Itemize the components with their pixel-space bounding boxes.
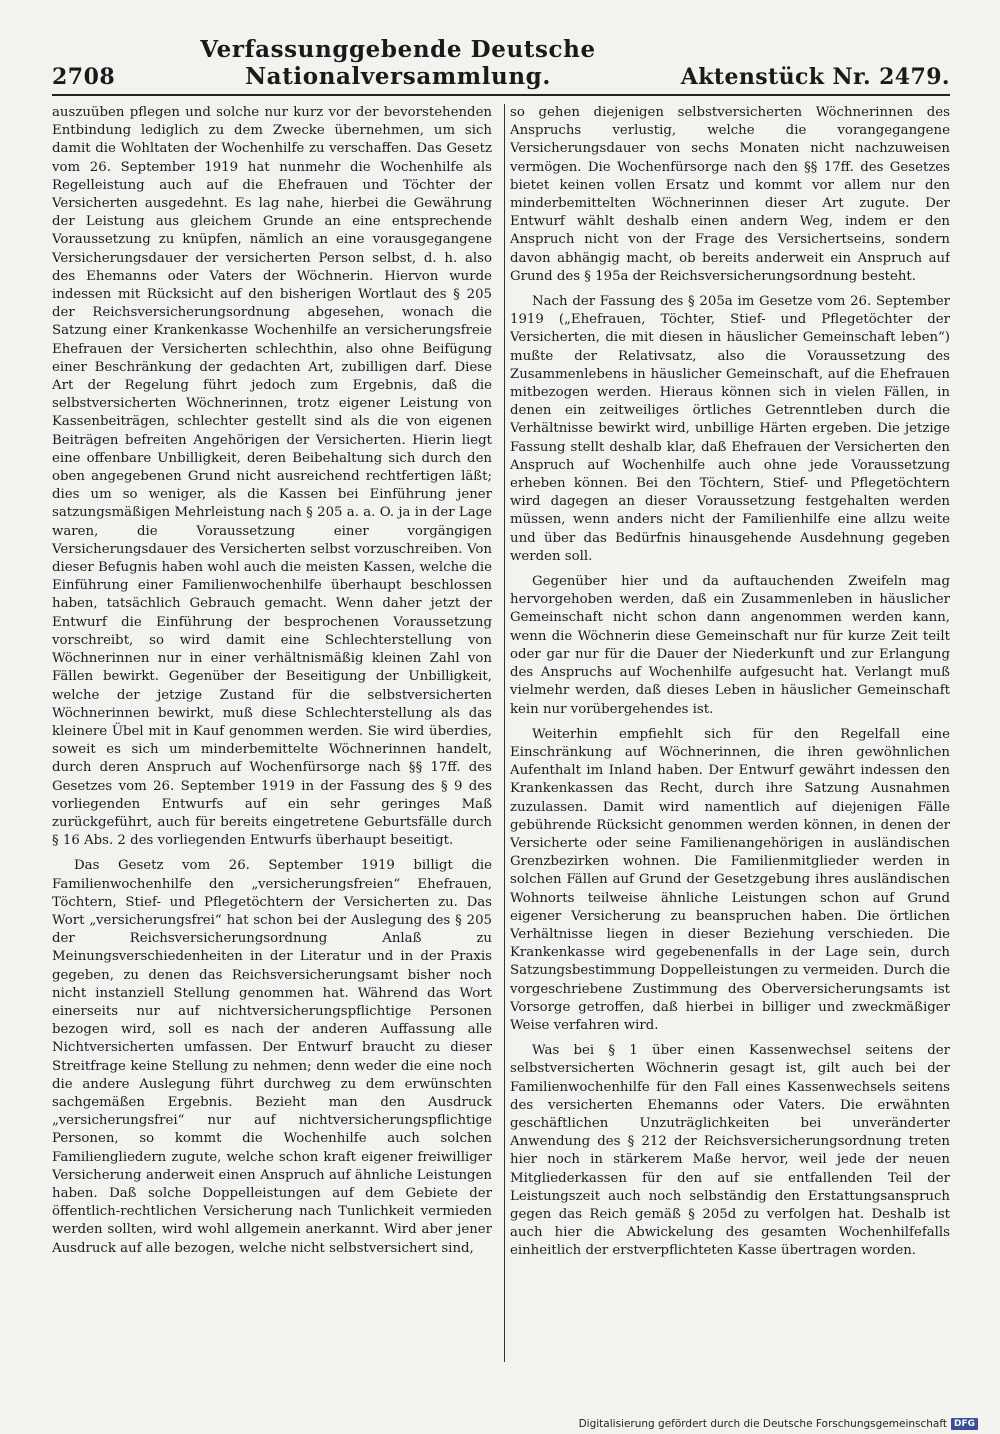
text-columns xyxy=(52,104,950,1362)
digitization-credit xyxy=(579,1418,978,1430)
paragraph: Das Gesetz vom 26. September 1919 billigt die Familienwochenhilfe den „versicherungsfreien“ Ehefrauen, Töchtern, Stief- und Pflegetöchtern der Versicherten zu. Das Wort „versicherungsfrei“ hat schon bei der Auslegung des § 205 der Reichsversicherungsordnung Anlaß zu Meinungsverschiedenheiten in der Literatur und in der Praxis gegeben, zu denen das Reichsversicherungsamt bisher noch nicht instanziell Stellung genommen hat. Während das Wort einerseits nur auf nichtversicherungspflichtige Personen bezogen wird, soll es nach der anderen Auffassung alle Nichtversicherten umfassen. Der Entwurf braucht zu dieser Streitfrage keine Stellung zu nehmen; denn weder die eine noch die andere Auslegung führt durchweg zu dem erwünschten sachgemäßen Ergebnis. Bezieht man den Ausdruck „versicherungsfrei“ nur auf nichtversicherungspflichtige Personen, so kommt die Wochenhilfe auch solchen Familiengliedern zugute, welche schon kraft eigener freiwilliger Versicherung anderweit einen Anspruch auf ähnliche Leistungen haben. Daß solche Doppelleistungen auf dem Gebiete der öffentlich-rechtlichen Versicherung nach Tunlichkeit vermieden werden sollten, wird wohl allgemein anerkannt. Wird aber jener Ausdruck auf alle bezogen, welche nicht selbstversichert sind, xyxy=(52,858,492,1256)
left-column xyxy=(52,104,492,1362)
page-number: 2708 xyxy=(52,64,116,90)
column-divider xyxy=(504,104,505,1362)
paragraph: auszuüben pflegen und solche nur kurz vor der bevorstehenden Entbindung lediglich zu dem Zwecke übernehmen, um sich damit die Wohltaten der Wochenhilfe zu verschaffen. Das Gesetz vom 26. September 1919 hat nunmehr die Wochenhilfe als Regelleistung auch auf die Ehefrauen und Töchter der Versicherten ausgedehnt. Es lag nahe, hierbei die Gewährung der Leistung aus gleichem Grunde an eine entsprechende Voraussetzung zu knüpfen, nämlich an eine vorausgegangene Versicherungsdauer der versicherten Person selbst, d. h. also des Ehemanns oder Vaters der Wöchnerin. Hiervon wurde indessen mit Rücksicht auf den bisherigen Wortlaut des § 205 der Reichsversicherungsordnung abgesehen, wonach die Satzung einer Krankenkasse Wochenhilfe an versicherungsfreie Ehefrauen der Versicherten schlechthin, also ohne Beifügung einer Beschränkung der gedachten Art, zubilligen darf. Diese Art der Regelung führt jedoch zum Ergebnis, daß die selbstversicherten Wöchnerinnen, trotz eigener Leistung von Kassenbeiträgen, schlechter gestellt sind als die von eigenen Beiträgen befreiten Angehörigen der Versicherten. Hierin liegt eine offenbare Unbilligkeit, deren Beibehaltung sich durch den oben angegebenen Grund nicht ausreichend rechtfertigen läßt; dies um so weniger, als die Kassen bei Einführung jener satzungsmäßigen Mehrleistung nach § 205 a. a. O. ja in der Lage waren, die Voraussetzung einer vorgängigen Versicherungsdauer des Versicherten selbst vorzuschreiben. Von dieser Befugnis haben wohl auch die meisten Kassen, welche die Einführung einer Familienwochenhilfe überhaupt beschlossen haben, tatsächlich Gebrauch gemacht. Wenn daher jetzt der Entwurf die Einführung der besprochenen Voraussetzung vorschreibt, so wird damit eine Schlechterstellung von Wöchnerinnen nur in einer verhältnismäßig kleinen Zahl von Fällen bewirkt. Gegenüber der Beseitigung der Unbilligkeit, welche der jetzige Zustand für die selbstversicherten Wöchnerinnen bewirkt, muß diese Schlechterstellung als das kleinere Übel mit in Kauf genommen werden. Sie wird überdies, soweit es sich um minderbemittelte Wöchnerinnen handelt, durch deren Anspruch auf Wochenfürsorge nach §§ 17ff. des Gesetzes vom 26. September 1919 in der Fassung des § 9 des vorliegenden Entwurfs auf ein sehr geringes Maß zurückgeführt, auch für bereits eingetretene Geburtsfälle durch § 16 Abs. 2 des vorliegenden Entwurfs überhaupt beseitigt. xyxy=(52,105,492,849)
paragraph: Nach der Fassung des § 205a im Gesetze vom 26. September 1919 („Ehefrauen, Töchter, Stief- und Pflegetöchter der Versicherten, die mit diesen in häuslicher Gemeinschaft leben“) mußte der Relativsatz, also die Voraussetzung des Zusammenlebens in häuslicher Gemeinschaft, auf die Ehefrauen mitbezogen werden. Hieraus können sich in vielen Fällen, in denen ein zeitweiliges örtliches Getrenntleben durch die Verhältnisse bewirkt wird, unbillige Härten ergeben. Die jetzige Fassung stellt deshalb klar, daß Ehefrauen der Versicherten den Anspruch auf Wochenhilfe auch ohne jede Voraussetzung erheben können. Bei den Töchtern, Stief- und Pflegetöchtern wird dagegen an dieser Voraussetzung festgehalten werden müssen, wenn anders nicht der Familienhilfe eine allzu weite und über das Bedürfnis hinausgehende Ausdehnung gegeben werden soll. xyxy=(510,294,950,564)
running-title: Verfassunggebende Deutsche Nationalversammlung. xyxy=(200,36,596,90)
document-reference: Aktenstück Nr. 2479. xyxy=(680,64,950,90)
paragraph: Weiterhin empfiehlt sich für den Regelfall eine Einschränkung auf Wöchnerinnen, die ihren gewöhnlichen Aufenthalt im Inland haben. Der Entwurf gewährt indessen den Krankenkassen das Recht, durch ihre Satzung Ausnahmen zuzulassen. Damit wird namentlich auf diejenigen Fälle gebührende Rücksicht genommen werden können, in denen der Versicherte oder seine Familienangehörigen in ausländischen Grenzbezirken wohnen. Die Familienmitglieder werden in solchen Fällen auf Grund der Gesetzgebung ihres ausländischen Wohnorts teilweise ähnliche Leistungen schon auf Grund eigener Versicherung zu beanspruchen haben. Die örtlichen Verhältnisse liegen in dieser Beziehung verschieden. Die Krankenkasse wird gegebenenfalls in der Lage sein, durch Satzungsbestimmung Doppelleistungen zu vermeiden. Durch die vorgeschriebene Zustimmung des Oberversicherungsamts ist Vorsorge getroffen, daß hierbei in billiger und zweckmäßiger Weise verfahren wird. xyxy=(510,726,950,1033)
paragraph: so gehen diejenigen selbstversicherten Wöchnerinnen des Anspruchs verlustig, welche die vorangegangene Versicherungsdauer von sechs Monaten nicht nachzuweisen vermögen. Die Wochenfürsorge nach den §§ 17ff. des Gesetzes bietet keinen vollen Ersatz und kommt vor allem nur den minderbemittelten Wöchnerinnen dieser Art zugute. Der Entwurf wählt deshalb einen andern Weg, indem er den Anspruch nicht von der Frage des Versichertseins, sondern davon abhängig macht, ob bereits anderweit ein Anspruch auf Grund des § 195a der Reichsversicherungsordnung besteht. xyxy=(510,105,950,284)
page-header xyxy=(52,36,950,96)
paragraph: Was bei § 1 über einen Kassenwechsel seitens der selbstversicherten Wöchnerin gesagt ist, gilt auch bei der Familienwochenhilfe für den Fall eines Kassenwechsels seitens des versicherten Ehemanns oder Vaters. Die erwähnten geschäftlichen Unzuträglichkeiten bei unveränderter Anwendung des § 212 der Reichsversicherungsordnung treten hier noch in stärkerem Maße hervor, weil jede der neuen Mitgliederkassen für den auf sie entfallenden Teil der Leistungszeit auch noch selbständig den Erstattungsanspruch gegen das Reich gemäß § 205d zu verfolgen hat. Deshalb ist auch hier die Abwickelung des gesamten Wochenhilfefalls einheitlich der erstverpflichteten Kasse übertragen worden. xyxy=(510,1043,950,1259)
credit-text: Digitalisierung gefördert durch die Deutsche Forschungsgemeinschaft xyxy=(578,1418,947,1430)
paragraph: Gegenüber hier und da auftauchenden Zweifeln mag hervorgehoben werden, daß ein Zusammenleben in häuslicher Gemeinschaft nicht schon dann angenommen werden kann, wenn die Wöchnerin diese Gemeinschaft nur für kurze Zeit teilt oder gar nur für die Dauer der Niederkunft und zur Erlangung des Anspruchs auf Wochenhilfe aufgesucht hat. Verlangt muß vielmehr werden, daß dieses Leben in häuslicher Gemeinschaft kein nur vorübergehendes ist. xyxy=(510,574,950,717)
right-column xyxy=(510,104,950,1362)
dfg-logo-icon: DFG xyxy=(951,1418,978,1430)
